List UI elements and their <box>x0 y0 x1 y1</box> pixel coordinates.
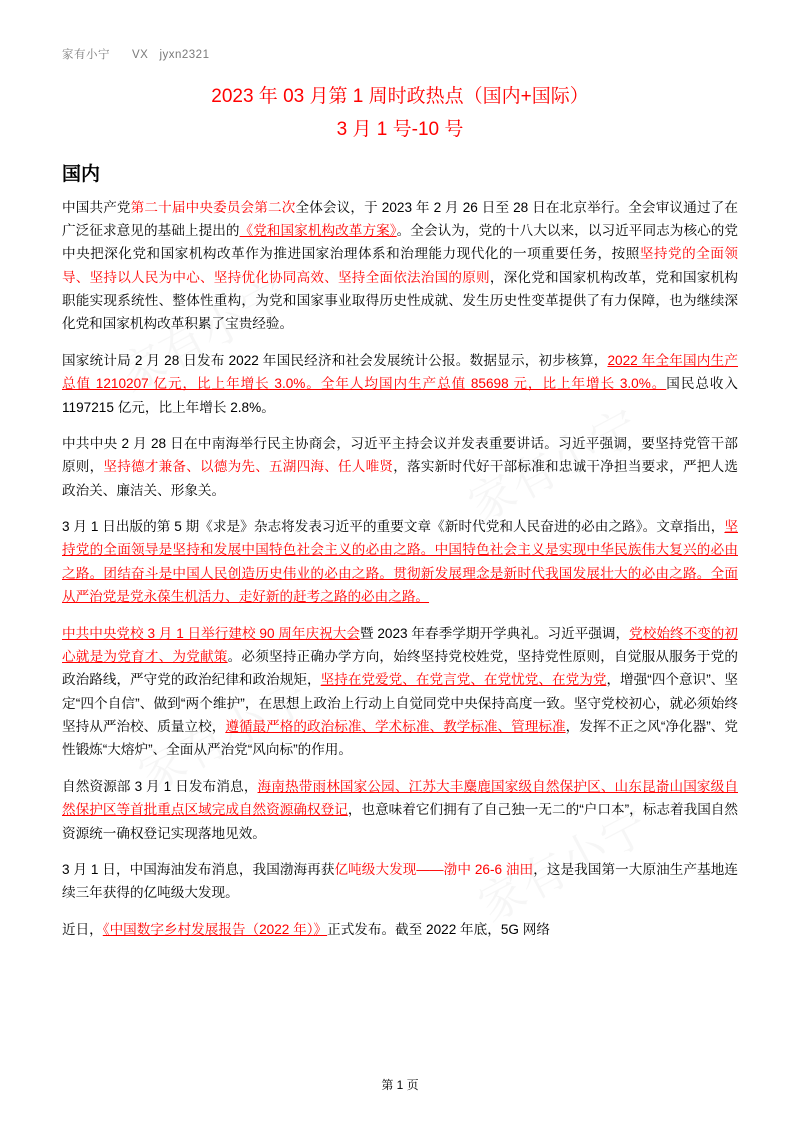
paragraph-list <box>62 196 738 942</box>
document-title <box>62 80 738 147</box>
title-line-1: 2023 年 03 月第 1 周时政热点（国内+国际） <box>211 86 589 107</box>
text-run: 坚持党的全面领导是坚持和发展中国特色社会主义的必由之路。中国特色社会主义是实现中华民族伟大复兴的必由之路。团结奋斗是中国人民创造历史伟业的必由之路。贯彻新发展理念是新时代我国发展壮大的必由之路。全面从严治党是党永葆生机活力、走好新的赶考之路的必由之路。 <box>62 519 738 605</box>
watermark-author: 家有小宁 <box>62 49 110 61</box>
page-footer <box>0 1076 800 1093</box>
text-run: 3 月 1 日，中国海油发布消息，我国渤海再获 <box>62 861 335 877</box>
text-run: 国民总收入 1197215 亿元，比上年增长 2.8%。 <box>62 376 739 415</box>
section-heading-domestic: 国内 <box>62 163 101 185</box>
text-run: 暨 2023 年春季学期开学典礼。习近平强调， <box>359 625 630 641</box>
text-run: 第二十届中央委员会第二次 <box>130 199 296 215</box>
text-run: 《党和国家机构改革方案》 <box>239 222 397 238</box>
text-run: 正式发布。截至 2022 年底，5G 网络 <box>327 921 550 937</box>
text-run: 中共中央 2 月 28 日在中南海举行民主协商会，习近平主持会议并发表重要讲话。习近平强调，要坚持党管干部原则， <box>62 435 738 475</box>
text-run: 遵循最严格的政治标准、学术标准、教学标准、管理标准 <box>225 719 566 734</box>
watermark-vx-id: jyxn2321 <box>159 49 210 61</box>
text-run: ，发挥不正之风“净化器”、党性锻炼“大熔炉”、全面从严治党“风向标”的作用。 <box>62 719 738 758</box>
text-run: ，也意味着它们拥有了自己独一无二的“户口本”，标志着我国自然资源统一确权登记实现落地见效。 <box>62 802 739 841</box>
text-run: 2022 年全年国内生产总值 1210207 亿元，比上年增长 3.0%。全年人均国内生产总值 85698 元，比上年增长 3.0%。 <box>62 352 738 392</box>
paragraph-p7 <box>62 858 738 905</box>
text-run: 党校始终不变的初心就是为党育才、为党献策 <box>62 625 739 664</box>
text-run: 。全会认为，党的十八大以来，以习近平同志为核心的党中央把深化党和国家机构改革作为推进国家治理体系和治理能力现代化的一项重要任务，按照 <box>62 222 739 262</box>
paragraph-p2 <box>62 349 738 419</box>
paragraph-p8 <box>62 918 738 941</box>
text-run: 亿吨级大发现——渤中 26-6 油田 <box>334 861 534 877</box>
text-run: 海南热带雨林国家公园、江苏大丰麋鹿国家级自然保护区、山东昆嵛山国家级自然保护区等 <box>62 778 738 818</box>
text-run: ，这是我国第一大原油生产基地连续三年获得的亿吨级大发现。 <box>62 861 739 901</box>
text-run: 《中国数字乡村发展报告（2022 年）》 <box>102 921 328 937</box>
text-run: 自然资源部 3 月 1 日发布消息， <box>62 778 258 794</box>
text-run: 国家统计局 2 月 28 日发布 2022 年国民经济和社会发展统计公报。数据显示，初步核算， <box>62 352 608 368</box>
page-number: 第 1 页 <box>381 1078 419 1092</box>
paragraph-p6 <box>62 775 738 845</box>
paragraph-p1 <box>62 196 738 336</box>
text-run: 首批重点区域完成自然资源确权登记 <box>130 802 348 818</box>
text-run: 。必须坚持正确办学方向，始终坚持党校姓党，坚持党性原则，自觉服从服务于党的政治路线，严守党的政治纪律和政治规矩， <box>62 648 739 688</box>
text-run: ，增强“四个意识”、坚定“四个自信”、做到“两个维护”，在思想上政治上行动上自觉同党中央保持高度一致。坚守党校初心，就必须始终坚持从严治校、质量立校， <box>62 672 739 734</box>
text-run: ，深化党和国家机构改革，党和国家机构职能实现系统性、整体性重构，为党和国家事业取得历史性成就、发生历史性变革提供了有力保障，也为继续深化党和国家机构改革积累了宝贵经验。 <box>62 269 739 332</box>
title-line-2: 3 月 1 号-10 号 <box>336 119 464 141</box>
watermark-vx-label: VX <box>132 49 149 61</box>
paragraph-p5 <box>62 622 738 762</box>
paragraph-p3 <box>62 432 738 502</box>
text-run: ，落实新时代好干部标准和忠诚干净担当要求，严把人选政治关、廉洁关、形象关。 <box>62 459 739 498</box>
text-run: 坚持德才兼备、以德为先、五湖四海、任人唯贤 <box>103 459 394 475</box>
text-run: 坚持在党爱党、在党言党、在党忧党、在党为党 <box>320 672 607 688</box>
text-run: 全体会议，于 2023 年 2 月 26 日至 28 日在北京举行。全会审议通过了在广泛征求意见的基础上提出的 <box>62 199 739 238</box>
text-run: 坚持党的全面领导、坚持以人民为中心、坚持优化协同高效、坚持全面依法治国的原则 <box>62 246 738 285</box>
text-run: 近日， <box>62 921 103 937</box>
text-run: 3 月 1 日出版的第 5 期《求是》杂志将发表习近平的重要文章《新时代党和人民奋进的必由之路》。文章指出， <box>62 519 725 534</box>
text-run: 中国共产党 <box>62 199 131 215</box>
header-watermark <box>62 46 738 62</box>
paragraph-p4 <box>62 515 738 609</box>
text-run: 中共中央党校 3 月 1 日举行建校 90 周年庆祝大会 <box>62 625 360 641</box>
